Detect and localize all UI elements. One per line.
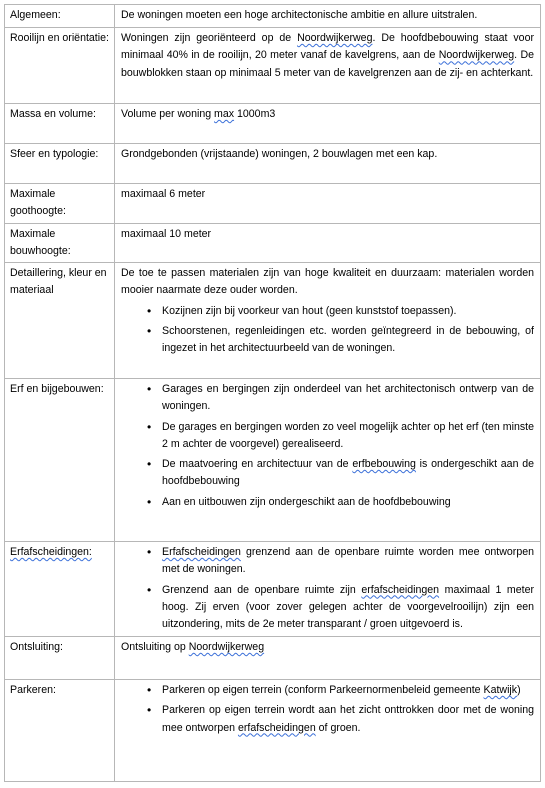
table-row xyxy=(5,263,541,379)
row-value: Grondgebonden (vrijstaande) woningen, 2 bouwlagen met een kap. xyxy=(115,144,541,184)
text-run: Grenzend aan de openbare ruimte zijn xyxy=(162,583,362,596)
row-value xyxy=(115,28,541,104)
row-value xyxy=(115,379,541,542)
row-label xyxy=(5,542,115,637)
bullet-item: • Garages en bergingen zijn onderdeel van het architectonisch ontwerp van de woningen. xyxy=(162,381,534,416)
text-run: 1000m3 xyxy=(234,108,276,120)
bullet-item xyxy=(162,582,534,634)
text-run: De maatvoering en architectuur van de xyxy=(162,458,353,471)
row-label: Ontsluiting: xyxy=(5,637,115,680)
spellcheck-word: Katwijk xyxy=(483,684,518,696)
street-name: Noordwijkerweg xyxy=(297,32,373,44)
row-value: maximaal 10 meter xyxy=(115,224,541,263)
row-label: Erf en bijgebouwen: xyxy=(5,379,115,542)
row-value xyxy=(115,263,541,379)
text-run: maximaal 1 meter hoog. Zij erven (voor zover gelegen achter de voorgevelrooilijn) zijn een uitzondering, mits de 2e meter transparant / groen uitgevoerd is. xyxy=(162,583,534,631)
row-value xyxy=(115,680,541,782)
spellcheck-word: max xyxy=(214,108,235,120)
table-row xyxy=(5,379,541,542)
text-run: is ondergeschikt aan de hoofdbebouwing xyxy=(162,458,534,488)
table-row xyxy=(5,28,541,104)
row-label: Parkeren: xyxy=(5,680,115,782)
text-run: Volume per woning xyxy=(121,108,215,120)
bullet-item: • Aan en uitbouwen zijn ondergeschikt aan de hoofdbebouwing xyxy=(162,494,534,511)
text-run: Ontsluiting op xyxy=(121,641,189,653)
row-label: Massa en volume: xyxy=(5,104,115,144)
row-value: maximaal 6 meter xyxy=(115,184,541,224)
beeldkwaliteit-table xyxy=(4,4,541,782)
spellcheck-word: erfafscheidingen xyxy=(237,721,316,734)
row-label: Maximale goothoogte: xyxy=(5,184,115,224)
text-run: grenzend aan de openbare ruimte worden mee ontworpen met de woningen. xyxy=(162,546,534,576)
text-run: Parkeren op eigen terrein (conform Parkeernormenbeleid gemeente xyxy=(162,684,484,696)
row-label: Sfeer en typologie: xyxy=(5,144,115,184)
table-row xyxy=(5,144,541,184)
bullet-list xyxy=(121,303,534,358)
street-name: Noordwijkerweg xyxy=(188,641,265,653)
bullet-item: • De garages en bergingen worden zo veel mogelijk achter op het erf (ten minste 2 m achter de voorgevel) gerealiseerd. xyxy=(162,419,534,454)
row-label: Detaillering, kleur en materiaal xyxy=(5,263,115,379)
row-value xyxy=(115,542,541,637)
bullet-item xyxy=(162,456,534,491)
row-value: De woningen moeten een hoge architectonische ambitie en allure uitstralen. xyxy=(115,5,541,28)
row-label: Rooilijn en oriëntatie: xyxy=(5,28,115,104)
bullet-list xyxy=(121,381,534,511)
table-row xyxy=(5,184,541,224)
bullet-item: • Schoorstenen, regenleidingen etc. worden geïntegreerd in de bebouwing, of ingezet in het architectuurbeeld van de woningen. xyxy=(162,323,534,358)
table-row xyxy=(5,5,541,28)
row-intro: De toe te passen materialen zijn van hoge kwaliteit en duurzaam: materialen worden mooier naarmate deze ouder worden. xyxy=(121,267,534,297)
table-row xyxy=(5,104,541,144)
table-row xyxy=(5,224,541,263)
spellcheck-word: erfbebouwing xyxy=(352,458,416,471)
spellcheck-word: erfafscheidingen xyxy=(361,583,440,596)
bullet-item xyxy=(162,544,534,579)
row-value xyxy=(115,637,541,680)
bullet-list xyxy=(121,544,534,633)
table-row xyxy=(5,680,541,782)
row-label: Maximale bouwhoogte: xyxy=(5,224,115,263)
row-value xyxy=(115,104,541,144)
text-run: Woningen zijn georiënteerd op de xyxy=(121,32,298,44)
bullet-item: • Kozijnen zijn bij voorkeur van hout (geen kunststof toepassen). xyxy=(162,303,534,320)
bullet-item xyxy=(162,702,534,737)
bullet-item xyxy=(162,682,534,699)
street-name: Noordwijkerweg xyxy=(438,49,515,62)
text-run: . De bouwblokken staan op minimaal 5 meter van de kavelgrenzen aan de zij- en achterkant. xyxy=(121,49,534,79)
row-label: Algemeen: xyxy=(5,5,115,28)
text-run: ) xyxy=(517,684,521,696)
text-run: of groen. xyxy=(315,721,361,734)
table-row xyxy=(5,542,541,637)
table-row xyxy=(5,637,541,680)
spellcheck-word: Erfafscheidingen: xyxy=(10,546,92,558)
bullet-list xyxy=(121,682,534,737)
text-run: Parkeren op eigen terrein wordt aan het zicht onttrokken door met de woning mee ontworpen xyxy=(162,704,534,734)
text-run: . De hoofdbebouwing staat voor minimaal 40% in de rooilijn, 20 meter vanaf de kavelgrens, aan de xyxy=(121,32,534,62)
spellcheck-word: Erfafscheidingen xyxy=(162,546,241,558)
